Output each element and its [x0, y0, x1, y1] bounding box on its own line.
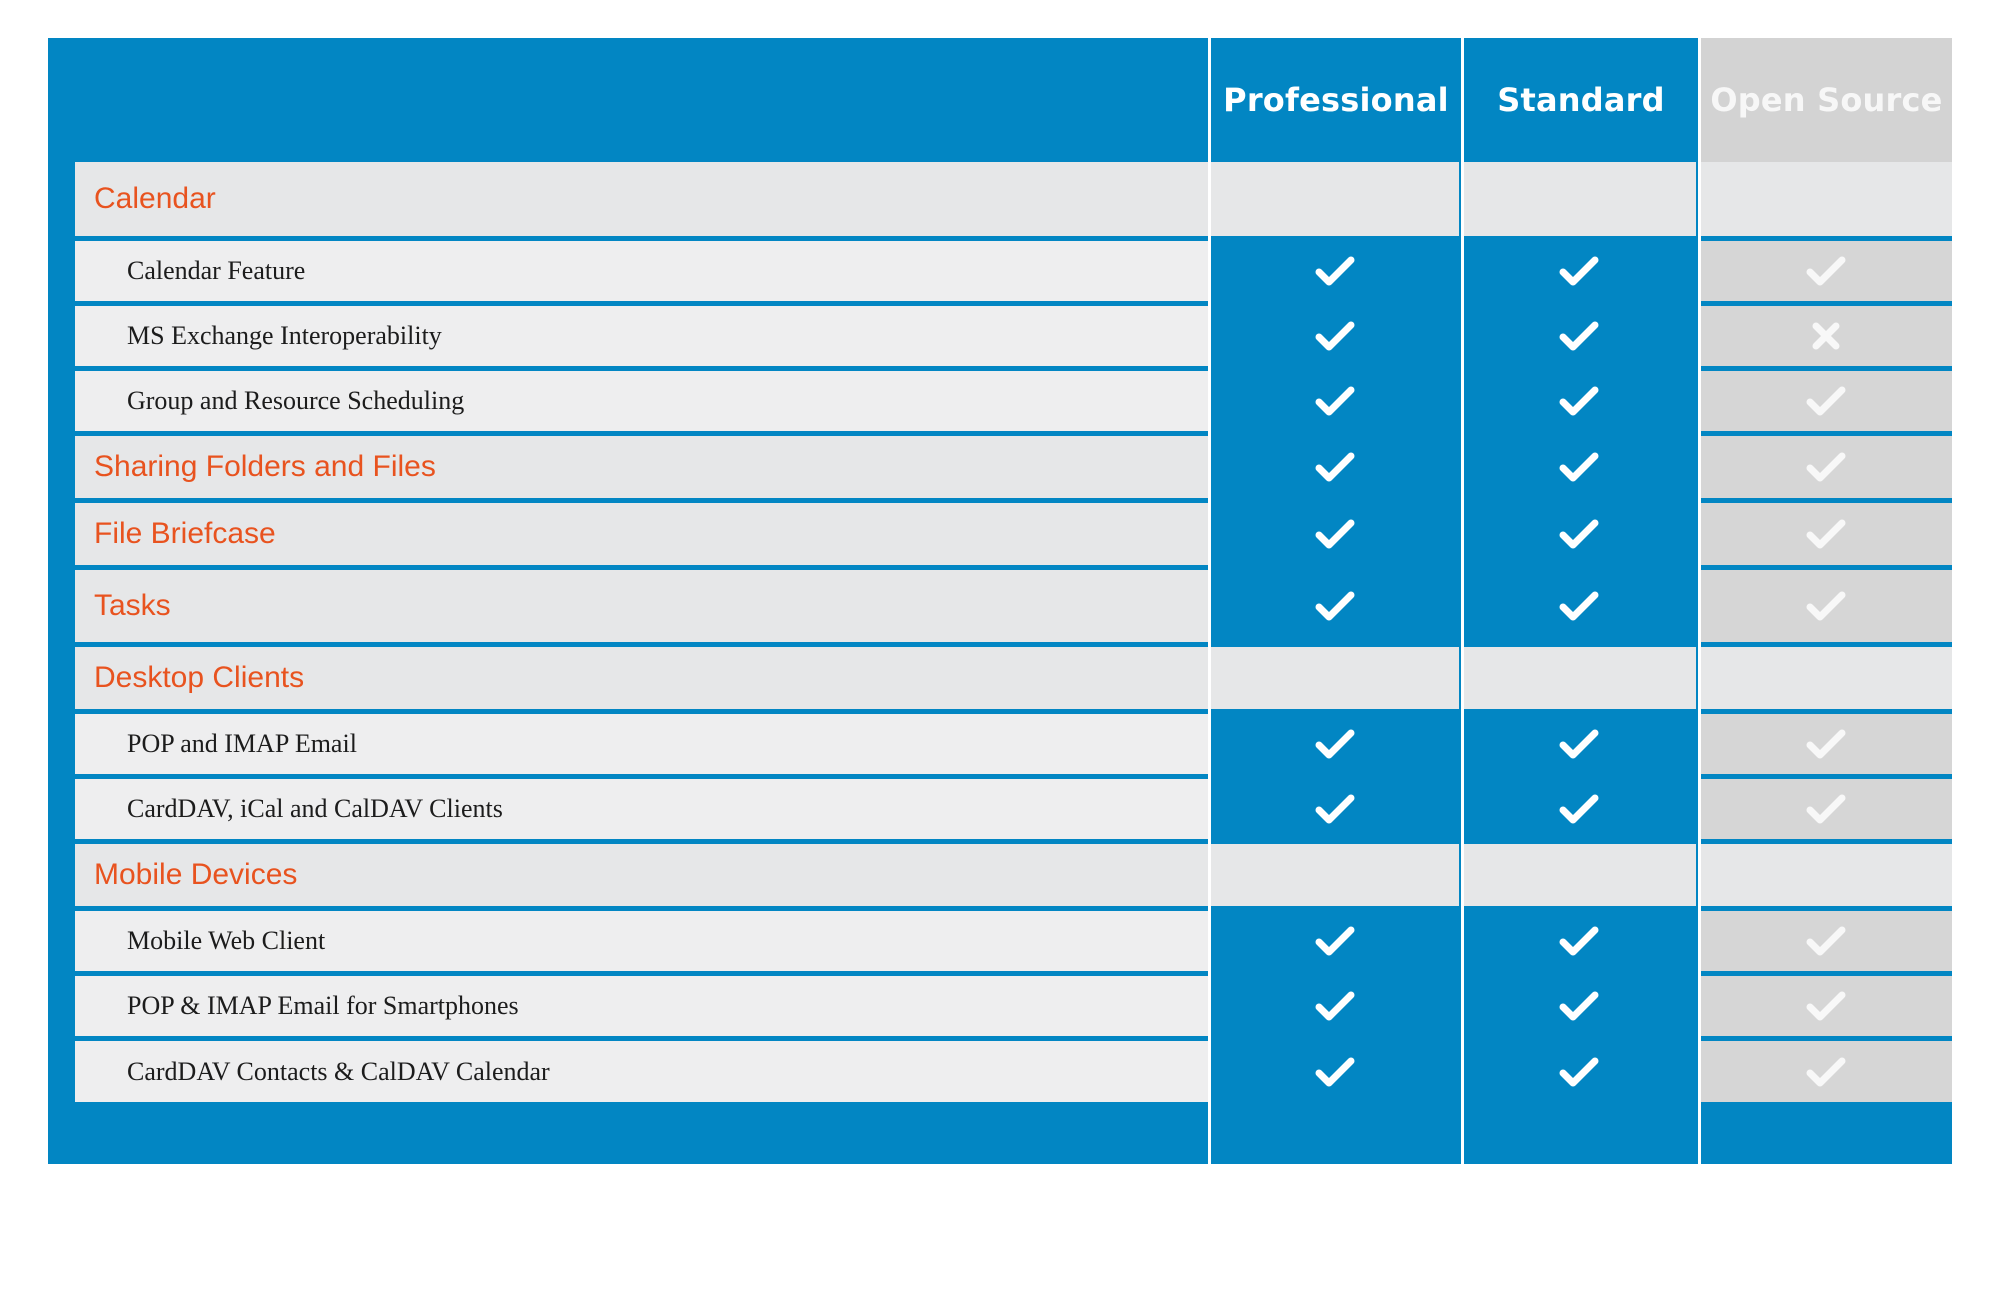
- category-label: Tasks: [94, 589, 171, 622]
- cell-standard: [1462, 241, 1696, 301]
- check-icon: [1806, 385, 1846, 417]
- check-icon: [1559, 451, 1599, 483]
- feature-label: Mobile Web Client: [127, 926, 326, 955]
- cell-professional: [1211, 570, 1459, 642]
- check-icon: [1315, 728, 1355, 760]
- cell-open-source: [1699, 1041, 1952, 1102]
- check-icon: [1315, 320, 1355, 352]
- check-icon: [1559, 590, 1599, 622]
- feature-label: Group and Resource Scheduling: [127, 386, 465, 415]
- table-row: [75, 779, 1952, 839]
- check-icon: [1559, 255, 1599, 287]
- column-divider: [1461, 38, 1464, 1164]
- feature-cell: [75, 306, 1208, 366]
- cell-standard: [1462, 570, 1696, 642]
- table-row: [75, 647, 1952, 709]
- feature-label: POP & IMAP Email for Smartphones: [127, 991, 519, 1020]
- cell-open-source: [1699, 976, 1952, 1036]
- check-icon: [1806, 255, 1846, 287]
- feature-label: CardDAV, iCal and CalDAV Clients: [127, 794, 503, 823]
- cell-open-source: [1699, 503, 1952, 565]
- cell-standard: [1462, 436, 1696, 498]
- cell-open-source: [1699, 241, 1952, 301]
- category-label: Mobile Devices: [94, 858, 298, 891]
- table-row: [75, 570, 1952, 642]
- feature-cell: [75, 911, 1208, 971]
- cell-open-source: [1699, 371, 1952, 431]
- cell-professional: [1211, 714, 1459, 774]
- cell-standard: [1462, 503, 1696, 565]
- cell-open-source: [1699, 570, 1952, 642]
- cell-open-source: [1699, 779, 1952, 839]
- feature-cell: [75, 241, 1208, 301]
- feature-label: POP and IMAP Email: [127, 729, 357, 758]
- check-icon: [1559, 1056, 1599, 1088]
- cell-open-source: [1699, 647, 1952, 709]
- cell-professional: [1211, 306, 1459, 366]
- cell-open-source: [1699, 911, 1952, 971]
- table-row: [75, 714, 1952, 774]
- table-row: [75, 436, 1952, 498]
- cell-standard: [1462, 714, 1696, 774]
- feature-cell: [75, 714, 1208, 774]
- category-cell: [75, 647, 1208, 709]
- check-icon: [1806, 925, 1846, 957]
- check-icon: [1559, 793, 1599, 825]
- feature-cell: [75, 1041, 1208, 1102]
- category-cell: [75, 844, 1208, 906]
- cell-standard: [1462, 647, 1696, 709]
- cell-standard: [1462, 779, 1696, 839]
- category-label: File Briefcase: [94, 517, 276, 550]
- table-row: [75, 162, 1952, 236]
- cell-open-source: [1699, 306, 1952, 366]
- check-icon: [1806, 990, 1846, 1022]
- feature-label: MS Exchange Interoperability: [127, 321, 442, 350]
- cell-standard: [1462, 976, 1696, 1036]
- column-divider: [1208, 38, 1211, 1164]
- cell-standard: [1462, 162, 1696, 236]
- check-icon: [1559, 385, 1599, 417]
- check-icon: [1315, 385, 1355, 417]
- cell-professional: [1211, 241, 1459, 301]
- check-icon: [1315, 925, 1355, 957]
- check-icon: [1806, 590, 1846, 622]
- cell-professional: [1211, 371, 1459, 431]
- table-row: [75, 503, 1952, 565]
- category-label: Calendar: [94, 182, 216, 215]
- category-cell: [75, 570, 1208, 642]
- check-icon: [1806, 518, 1846, 550]
- cell-open-source: [1699, 436, 1952, 498]
- cell-professional: [1211, 844, 1459, 906]
- column-header-standard: Standard: [1497, 81, 1665, 119]
- category-cell: [75, 162, 1208, 236]
- cross-icon: [1811, 321, 1841, 351]
- feature-cell: [75, 371, 1208, 431]
- check-icon: [1559, 320, 1599, 352]
- cell-standard: [1462, 1041, 1696, 1102]
- check-icon: [1806, 793, 1846, 825]
- cell-professional: [1211, 911, 1459, 971]
- cell-open-source: [1699, 162, 1952, 236]
- table-row: [75, 844, 1952, 906]
- check-icon: [1315, 990, 1355, 1022]
- table-row: [75, 1041, 1952, 1102]
- cell-open-source: [1699, 714, 1952, 774]
- table-row: [75, 911, 1952, 971]
- cell-professional: [1211, 436, 1459, 498]
- check-icon: [1806, 1056, 1846, 1088]
- table-row: [75, 976, 1952, 1036]
- column-divider: [1698, 38, 1701, 1164]
- cell-professional: [1211, 976, 1459, 1036]
- feature-cell: [75, 976, 1208, 1036]
- check-icon: [1315, 1056, 1355, 1088]
- check-icon: [1315, 255, 1355, 287]
- table-row: [75, 371, 1952, 431]
- cell-standard: [1462, 306, 1696, 366]
- feature-label: CardDAV Contacts & CalDAV Calendar: [127, 1056, 550, 1086]
- feature-cell: [75, 779, 1208, 839]
- cell-professional: [1211, 779, 1459, 839]
- table-row: [75, 241, 1952, 301]
- column-header-professional: Professional: [1223, 81, 1449, 119]
- cell-standard: [1462, 844, 1696, 906]
- cell-standard: [1462, 371, 1696, 431]
- check-icon: [1559, 990, 1599, 1022]
- feature-label: Calendar Feature: [127, 256, 306, 285]
- check-icon: [1806, 451, 1846, 483]
- category-label: Sharing Folders and Files: [94, 450, 436, 483]
- check-icon: [1806, 728, 1846, 760]
- table-row: [75, 306, 1952, 366]
- category-cell: [75, 436, 1208, 498]
- check-icon: [1315, 451, 1355, 483]
- cell-professional: [1211, 647, 1459, 709]
- cell-standard: [1462, 911, 1696, 971]
- check-icon: [1315, 793, 1355, 825]
- category-cell: [75, 503, 1208, 565]
- check-icon: [1559, 518, 1599, 550]
- column-header-open-source: Open Source: [1701, 38, 1952, 162]
- cell-professional: [1211, 162, 1459, 236]
- check-icon: [1559, 925, 1599, 957]
- check-icon: [1315, 518, 1355, 550]
- category-label: Desktop Clients: [94, 661, 305, 694]
- cell-open-source: [1699, 844, 1952, 906]
- cell-professional: [1211, 503, 1459, 565]
- check-icon: [1559, 728, 1599, 760]
- check-icon: [1315, 590, 1355, 622]
- cell-professional: [1211, 1041, 1459, 1102]
